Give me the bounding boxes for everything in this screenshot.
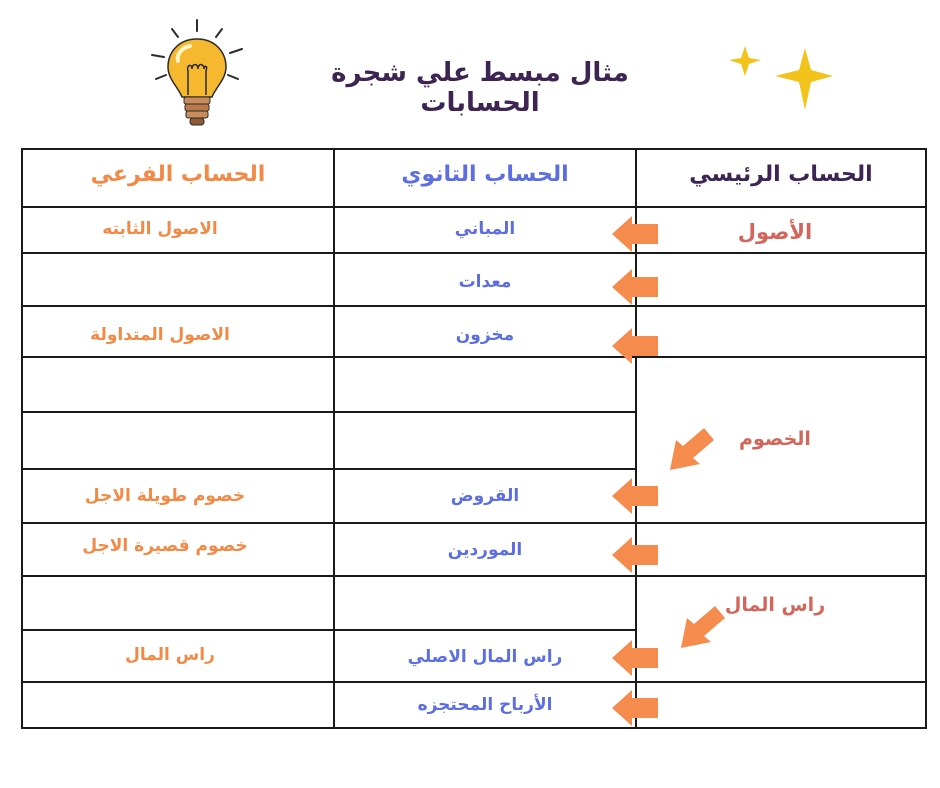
table-border: [21, 148, 927, 150]
arrow-left-icon: [612, 638, 660, 678]
table-divider: [635, 681, 927, 683]
secondary-account-suppliers: الموردين: [447, 540, 523, 560]
secondary-account-buildings: المباني: [454, 219, 516, 239]
arrow-left-icon: [612, 326, 660, 366]
table-divider: [21, 468, 636, 470]
header-sub-account: الحساب الفرعي: [90, 162, 266, 187]
light-bulb-icon: [140, 15, 250, 135]
secondary-account-loans: القروض: [450, 486, 520, 506]
table-divider: [21, 522, 636, 524]
arrow-left-icon: [612, 267, 660, 307]
main-account-capital: راس المال: [724, 594, 826, 616]
secondary-account-retained-earnings: الأرباح المحتجزه: [417, 695, 553, 715]
table-divider: [21, 356, 636, 358]
sub-account-fixed-assets: الاصول الثابته: [102, 219, 218, 239]
table-divider: [21, 206, 927, 208]
table-divider: [21, 411, 636, 413]
arrow-down-left-icon: [677, 604, 729, 650]
table-divider: [21, 305, 636, 307]
table-divider: [333, 148, 335, 728]
table-divider: [21, 629, 636, 631]
stars-icon: [725, 40, 845, 120]
main-account-liabilities: الخصوم: [739, 428, 811, 450]
table-divider: [635, 305, 927, 307]
sub-account-capital: راس المال: [125, 645, 215, 665]
sub-account-long-term-liabilities: خصوم طويلة الاجل: [84, 486, 246, 506]
arrow-left-icon: [612, 214, 660, 254]
secondary-account-inventory: مخزون: [455, 325, 515, 345]
arrow-left-icon: [612, 535, 660, 575]
table-divider: [635, 575, 927, 577]
sub-account-current-assets: الاصول المتداولة: [90, 325, 230, 345]
table-border: [925, 148, 927, 728]
header-main-account: الحساب الرئيسي: [689, 162, 873, 187]
table-divider: [21, 681, 636, 683]
main-account-assets: الأصول: [737, 220, 813, 244]
table-divider: [635, 356, 927, 358]
arrow-left-icon: [612, 688, 660, 728]
arrow-left-icon: [612, 476, 660, 516]
header-secondary-account: الحساب التانوي: [401, 162, 569, 187]
secondary-account-original-capital: راس المال الاصلي: [407, 647, 563, 667]
table-divider: [21, 252, 636, 254]
table-border: [21, 148, 23, 728]
table-divider: [635, 522, 927, 524]
secondary-account-equipment: معدات: [458, 272, 512, 292]
table-divider: [635, 252, 927, 254]
page-title: مثال مبسط علي شجرة الحسابات: [331, 58, 629, 118]
arrow-down-left-icon: [666, 426, 718, 472]
table-divider: [21, 575, 636, 577]
table-border: [21, 727, 927, 729]
sub-account-short-term-liabilities: خصوم قصيرة الاجل: [82, 536, 248, 556]
